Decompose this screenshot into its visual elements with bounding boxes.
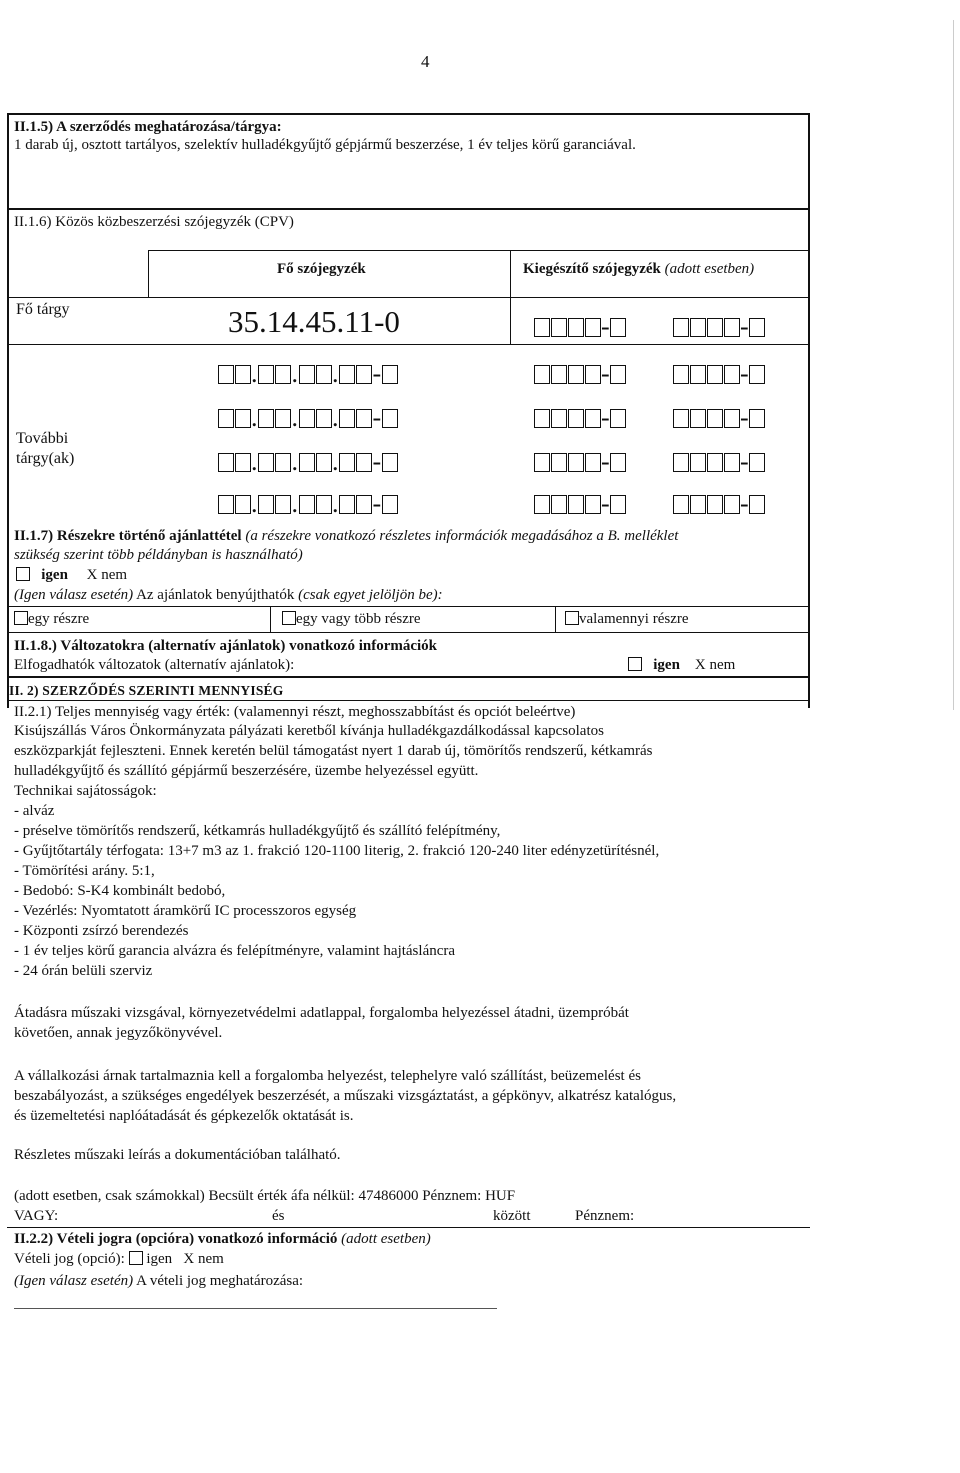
s117-heading-note: (a részekre vonatkozó részletes információk megadásához a B. melléklet [245,528,679,544]
s221-bottom [7,1227,810,1228]
para1-line: Technikai sajátosságok: [14,783,157,799]
opt1-checkbox[interactable] [14,611,28,625]
supp-code-main-1[interactable]: - [533,313,627,341]
option-def-underline [14,1308,497,1309]
frame-left [7,113,9,708]
cpv-col-supp [523,259,754,279]
s117-yesno [16,565,127,585]
s117-igen-label: igen [41,567,68,583]
s117-opt3 [565,609,689,629]
s117-heading-note2: szükség szerint több példányban is használható) [14,547,303,563]
s2-heading-bottom [7,700,810,701]
s221-heading: II.2.1) Teljes mennyiség vagy érték: (valamennyi részt, meghosszabbítást és opciót beleértve) [14,704,576,720]
extra-supp-2a[interactable]: - [533,404,627,432]
frame-top [7,113,810,115]
para1-line: - Tömörítési arány. 5:1, [14,863,155,879]
cpv-col-supp-note: (adott esetben) [664,261,755,277]
s118-igen-checkbox[interactable] [628,657,642,671]
cpv-head-bottom [7,297,810,298]
s2-heading: II. 2) SZERZŐDÉS SZERINTI MENNYISÉG [9,683,284,698]
extra-cpv-code-2[interactable]: . . . - [217,404,398,432]
opt2-checkbox[interactable] [282,611,296,625]
option-igen-label: igen [146,1251,173,1267]
para3-line: és üzemeltetési naplóátadását és gépkezelők oktatását is. [14,1108,354,1124]
s221-penznem: Pénznem: [575,1208,635,1224]
s221-para3 [14,1066,804,1126]
s118-text: Elfogadhatók változatok (alternatív ajánlatok): [14,657,295,673]
s118-igen-label: igen [653,657,680,673]
s117-igen-checkbox[interactable] [16,567,30,581]
s221-vagy: VAGY: [14,1208,59,1224]
s117-opts-bottom [7,632,810,633]
s117-heading-line [14,526,678,546]
extra-cpv-code-3[interactable]: . . . - [217,448,398,476]
cpv-main-bottom [7,344,810,345]
cpv-left-head [148,250,149,298]
para2-line: követően, annak jegyzőkönyvével. [14,1025,223,1041]
s222-heading-line [14,1229,431,1249]
main-cpv-code: 35.14.45.11-0 [228,304,400,339]
frame-right [808,113,810,708]
s222-option-line [14,1249,224,1269]
s221-estimate: (adott esetben, csak számokkal) Becsült érték áfa nélkül: 47486000 Pénznem: HUF [14,1188,516,1204]
option-def-label: A vételi jog meghatározása: [136,1273,304,1289]
extra-supp-4b[interactable]: - [672,490,766,518]
s117-opt2 [282,609,421,629]
cpv-col-main: Fő szójegyzék [277,261,366,277]
para1-line: - Központi zsírzó berendezés [14,923,189,939]
s117-submit-line [14,585,443,605]
option-igen-checkbox[interactable] [129,1251,143,1265]
s221-es: és [272,1208,285,1224]
supp-code-main-2[interactable]: - [672,313,766,341]
para1-line: Kisújszállás Város Önkormányzata pályázati keretből kívánja hulladékgazdálkodással kapcsolatos [14,723,604,739]
para1-line: - 1 év teljes körű garancia alvázra és felépítményre, valamint hajtásláncra [14,943,456,959]
page-number: 4 [421,52,430,71]
s221-para1 [14,721,804,981]
opt1-label: egy részre [28,611,90,627]
s221-para2 [14,1003,804,1043]
s117-if-yes: (Igen válasz esetén) [14,587,134,603]
row-extra-label-1: További [16,430,69,447]
para1-line: - Gyűjtőtartály térfogata: 13+7 m3 az 1. frakció 120-1100 literig, 2. frakció 120-240 liter edényzetürítésnél, [14,843,660,859]
divider-115 [7,208,810,210]
opt2-label: egy vagy több részre [296,611,421,627]
s222-def-line [14,1271,303,1291]
s117-opts-top [7,606,810,607]
cpv-col-supp-label: Kiegészítő szójegyzék [523,261,661,277]
para1-line: - 24 órán belüli szerviz [14,963,153,979]
row-main-label: Fő tárgy [16,301,70,318]
para3-line: beszabályozást, a szükséges engedélyek beszerzését, a műszaki vizsgáztatást, a gépkönyv, alkatrész katalógus, [14,1088,677,1104]
option-label: Vételi jog (opció): [14,1251,125,1267]
s115-heading: II.1.5) A szerződés meghatározása/tárgya: [14,119,282,135]
s117-opt1 [14,609,89,629]
extra-supp-4a[interactable]: - [533,490,627,518]
s116-heading: II.1.6) Közös közbeszerzési szójegyzék (CPV) [14,214,294,230]
s117-nem-label: X nem [86,567,128,583]
row-extra-label-2: tárgy(ak) [16,450,75,467]
extra-cpv-code-4[interactable]: . . . - [217,490,398,518]
s117-submit-note: (csak egyet jelöljön be): [298,587,443,603]
para1-line: - Vezérlés: Nyomtatott áramkörű IC processzoros egység [14,903,357,919]
s118-yesno [628,655,735,675]
s115-text: 1 darab új, osztott tartályos, szelektív hulladékgyűjtő gépjármű beszerzése, 1 év teljes körű garanciával. [14,137,636,153]
s118-nem-label: X nem [694,657,736,673]
para1-line: - Bedobó: S-K4 kombinált bedobó, [14,883,226,899]
extra-supp-3b[interactable]: - [672,448,766,476]
s117-heading: II.1.7) Részekre történő ajánlattétel [14,528,242,544]
cpv-top [148,250,810,251]
s117-opts-sep1 [270,606,271,633]
para1-line: - préselve tömörítős rendszerű, kétkamrás hulladékgyűjtő és szállító felépítmény, [14,823,501,839]
s118-heading: II.1.8.) Változatokra (alternatív ajánlatok) vonatkozó információk [14,638,438,654]
s221-kozott: között [493,1208,531,1224]
opt3-checkbox[interactable] [565,611,579,625]
option-nem-label: X nem [183,1251,224,1267]
s222-heading: II.2.2) Vételi jogra (opcióra) vonatkozó információ [14,1231,338,1247]
extra-supp-2b[interactable]: - [672,404,766,432]
opt3-label: valamennyi részre [579,611,689,627]
s221-para4: Részletes műszaki leírás a dokumentációban található. [14,1147,341,1163]
scan-edge-line [953,20,954,710]
para1-line: eszközparkját fejleszteni. Ennek keretén belül támogatást nyert 1 darab új, tömörítős rendszerű, kétkamrás [14,743,653,759]
s117-submit-text: Az ajánlatok benyújthatók [136,587,295,603]
para2-line: Átadásra műszaki vizsgával, környezetvédelmi adatlappal, forgalomba helyezéssel átadni, üzempróbát [14,1005,629,1021]
para1-line: - alváz [14,803,55,819]
s118-bottom [7,676,810,678]
extra-cpv-code-1[interactable]: . . . - [217,360,398,388]
s222-if-yes: (Igen válasz esetén) [14,1273,134,1289]
extra-supp-3a[interactable]: - [533,448,627,476]
extra-supp-1a[interactable]: - [533,360,627,388]
s117-opts-sep2 [555,606,556,633]
s222-note: (adott esetben) [341,1231,431,1247]
para1-line: hulladékgyűjtő és szállító gépjármű beszerzésére, üzembe helyezéssel együtt. [14,763,479,779]
para3-line: A vállalkozási árnak tartalmaznia kell a forgalomba helyezést, telephelyre való szállítást, beüzemelést és [14,1068,641,1084]
extra-supp-1b[interactable]: - [672,360,766,388]
